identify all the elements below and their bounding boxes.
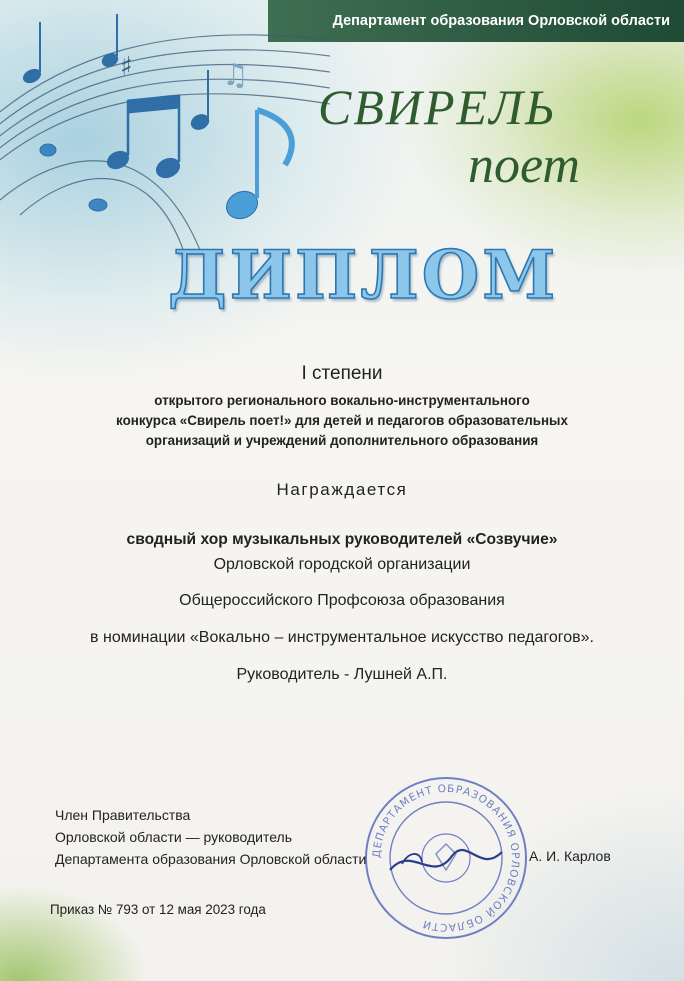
signer-line: Член Правительства [55, 807, 191, 823]
nomination-text: в номинации «Вокально – инструментальное искусство педагогов». [90, 629, 594, 646]
svg-text:♫: ♫ [222, 58, 249, 93]
diploma-title: ДИПЛОМ [168, 236, 559, 314]
logo-poet: поет [468, 137, 580, 194]
signer-name: А. И. Карлов [529, 848, 611, 864]
music-notes-decoration-icon [0, 0, 360, 260]
contest-description [0, 391, 684, 451]
contest-line: организаций и учреждений дополнительного образования [145, 433, 539, 448]
recipient-org-line1: Орловской городской организации [213, 556, 471, 573]
signer-line: Орловской области — руководитель [55, 829, 292, 845]
official-seal-icon [362, 774, 530, 942]
svg-text:♯: ♯ [120, 52, 133, 82]
leader-text: Руководитель - Лушней А.П. [236, 666, 448, 683]
recipient-choir: сводный хор музыкальных руководителей «Созвучие» [126, 531, 558, 548]
signer-line: Департамента образования Орловской области [55, 851, 367, 867]
contest-line: открытого регионального вокально-инструментального [154, 393, 530, 408]
degree-label: I степени [301, 363, 383, 384]
svg-text:ДЕПАРТАМЕНТ ОБРАЗОВАНИЯ ОРЛОВС [371, 783, 521, 933]
logo-svirel: СВИРЕЛЬ [318, 79, 557, 135]
order-reference: Приказ № 793 от 12 мая 2023 года [50, 902, 266, 917]
recipient-org-line2: Общероссийского Профсоюза образования [179, 592, 505, 609]
department-name: Департамент образования Орловской области [332, 13, 670, 29]
awarded-label: Награждается [276, 480, 408, 499]
seal-ring-text: ДЕПАРТАМЕНТ ОБРАЗОВАНИЯ ОРЛОВСКОЙ ОБЛАСТИ [370, 782, 522, 934]
contest-line: конкурса «Свирель поет!» для детей и педагогов образовательных [116, 413, 568, 428]
signer-block [55, 804, 366, 870]
